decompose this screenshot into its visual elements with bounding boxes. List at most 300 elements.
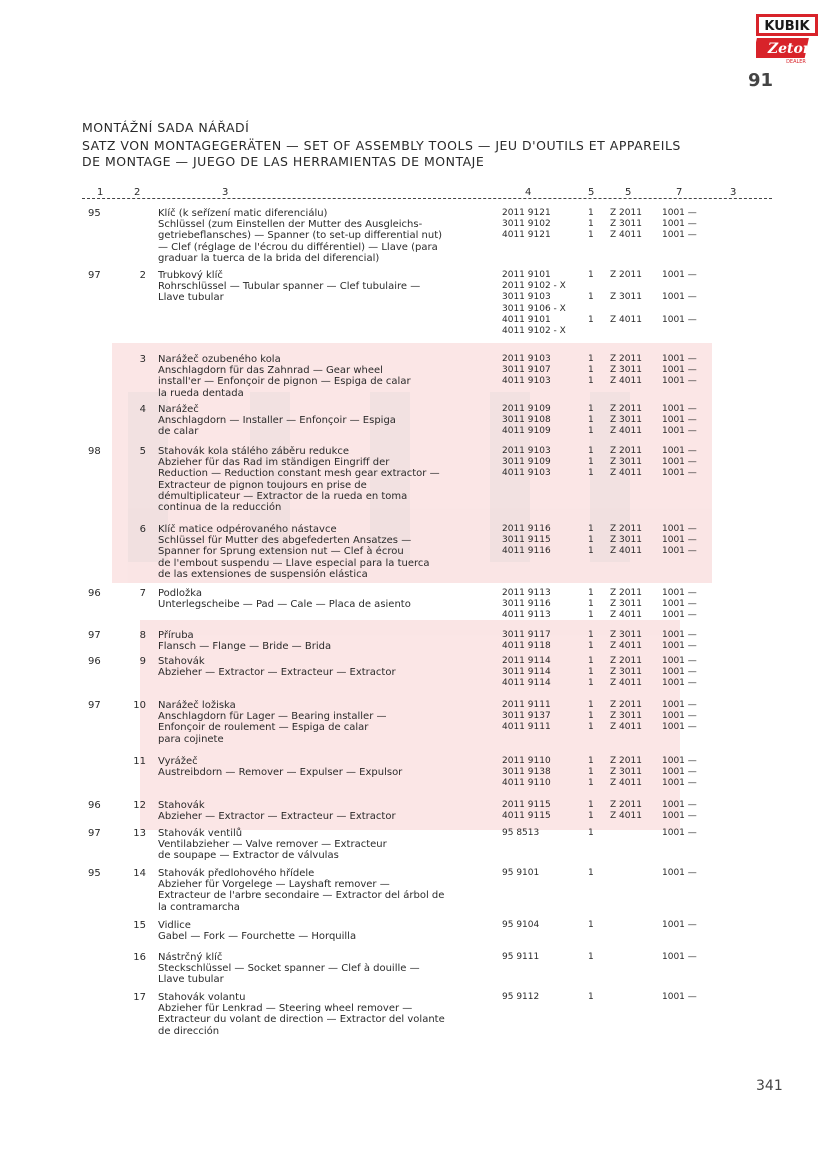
quantity: 1 (588, 667, 594, 678)
model: Z 3011 (610, 219, 642, 230)
tool-description (158, 354, 488, 399)
title-czech: MONTÁŽNÍ SADA NÁŘADÍ (82, 120, 250, 135)
part-number: 4011 9115 (502, 811, 551, 822)
part-number: 2011 9101 (502, 270, 551, 280)
tool-description (158, 756, 488, 778)
catalogue-code-column (662, 630, 697, 652)
part-number: 4011 9109 (502, 426, 551, 437)
part-number: 95 9111 (502, 952, 540, 962)
part-number: 95 9104 (502, 920, 540, 930)
tool-description (158, 952, 488, 986)
quantity: 1 (588, 641, 594, 652)
catalogue-code-column (662, 588, 697, 622)
description-line: la contramarcha (158, 901, 240, 913)
description-line: continua de la reducción (158, 502, 282, 514)
model: Z 4011 (610, 722, 642, 733)
description-line: Enfonçoir de roulement — Espiga de calar (158, 722, 369, 734)
model: Z 2011 (610, 700, 642, 710)
footer-page-number: 341 (756, 1078, 783, 1094)
item-number: 6 (139, 524, 146, 535)
catalogue-code: 1001 — (662, 376, 697, 387)
part-number: 2011 9102 - X (502, 281, 566, 292)
part-number-column (502, 404, 551, 438)
quantity-column (588, 208, 594, 242)
title-multilingual-2: DE MONTAGE — JUEGO DE LAS HERRAMIENTAS DE MONTAJE (82, 154, 485, 169)
description-line: Stahovák kola stálého záběru redukce (158, 446, 350, 457)
item-number: 8 (139, 630, 146, 641)
model: Z 3011 (610, 599, 642, 610)
quantity: 1 (588, 468, 594, 479)
column-header-5: 5 (588, 187, 595, 198)
catalogue-code: 1001 — (662, 811, 697, 822)
description-line: de las extensiones de suspensión elástica (158, 568, 368, 580)
description-line: Stahovák (158, 656, 205, 667)
quantity: 1 (588, 610, 594, 621)
part-number: 3011 9108 (502, 415, 551, 426)
part-number-column (502, 800, 551, 822)
model: Z 2011 (610, 756, 642, 766)
part-number: 95 9112 (502, 992, 540, 1002)
description-line: Abzieher — Extractor — Extracteur — Extractor (158, 667, 396, 679)
catalogue-code: 1001 — (662, 524, 697, 534)
part-number-column (502, 920, 539, 931)
description-line: Anschlagdorn für das Zahnrad — Gear wheel (158, 365, 383, 377)
description-line: Ventilabzieher — Valve remover — Extracteur (158, 839, 387, 851)
catalogue-code (662, 304, 697, 315)
catalogue-code: 1001 — (662, 952, 697, 962)
model: Z 3011 (610, 711, 642, 722)
description-line: Llave tubular (158, 292, 224, 304)
catalogue-code: 1001 — (662, 354, 697, 364)
catalogue-code (662, 326, 697, 337)
catalogue-code: 1001 — (662, 546, 697, 557)
catalogue-code: 1001 — (662, 468, 697, 479)
kubik-zetor-logo (756, 14, 818, 64)
quantity: 1 (588, 828, 594, 838)
item-number: 17 (133, 992, 146, 1003)
description-line: graduar la tuerca de la brida del diferencial) (158, 252, 380, 264)
model: Z 4011 (610, 678, 642, 689)
catalogue-code: 1001 — (662, 711, 697, 722)
description-line: Steckschlüssel — Socket spanner — Clef à douille — (158, 963, 420, 975)
page-ref: 97 (88, 700, 101, 711)
tool-description (158, 656, 488, 678)
item-number: 5 (139, 446, 146, 457)
model: Z 2011 (610, 208, 642, 218)
item-number: 4 (139, 404, 146, 415)
model (610, 281, 642, 292)
catalogue-code-column (662, 446, 697, 480)
description-line: Příruba (158, 630, 194, 641)
part-number: 2011 9121 (502, 208, 551, 218)
catalogue-code (662, 281, 697, 292)
page-number: 91 (748, 70, 774, 91)
model: Z 4011 (610, 610, 642, 621)
catalogue-code: 1001 — (662, 828, 697, 838)
part-number-column (502, 868, 539, 879)
model (610, 326, 642, 337)
quantity: 1 (588, 630, 594, 640)
catalogue-code-column (662, 992, 697, 1003)
model: Z 2011 (610, 524, 642, 534)
model: Z 4011 (610, 641, 642, 652)
model: Z 2011 (610, 588, 642, 598)
description-line: Llave tubular (158, 974, 224, 986)
quantity: 1 (588, 376, 594, 387)
column-header-4: 4 (525, 187, 532, 198)
quantity-column (588, 588, 594, 622)
part-number: 2011 9115 (502, 800, 551, 810)
part-number: 2011 9113 (502, 588, 551, 598)
description-line: de dirección (158, 1025, 220, 1037)
part-number: 4011 9101 (502, 314, 551, 325)
quantity-column (588, 524, 594, 558)
tool-description (158, 700, 488, 745)
quantity: 1 (588, 354, 594, 364)
part-number: 3011 9137 (502, 711, 551, 722)
part-number-column (502, 524, 551, 558)
catalogue-code: 1001 — (662, 992, 697, 1002)
catalogue-code: 1001 — (662, 230, 697, 241)
catalogue-code: 1001 — (662, 630, 697, 640)
page-ref: 98 (88, 446, 101, 457)
description-line: Trubkový klíč (158, 270, 223, 281)
quantity: 1 (588, 767, 594, 778)
model-column (610, 354, 642, 388)
tool-description (158, 828, 488, 862)
description-line: Nástrčný klíč (158, 952, 223, 963)
description-line: de calar (158, 426, 199, 438)
quantity: 1 (588, 778, 594, 789)
model-column (610, 404, 642, 438)
part-number: 3011 9109 (502, 457, 551, 468)
quantity: 1 (588, 365, 594, 376)
description-line: Narážeč (158, 404, 199, 415)
catalogue-code: 1001 — (662, 678, 697, 689)
catalogue-code: 1001 — (662, 535, 697, 546)
quantity-column (588, 630, 594, 652)
catalogue-code: 1001 — (662, 446, 697, 456)
quantity: 1 (588, 952, 594, 962)
tool-description (158, 920, 488, 942)
part-number: 2011 9103 (502, 354, 551, 364)
description-line: Klíč (k seřízení matic diferenciálu) (158, 208, 328, 219)
page-ref: 97 (88, 828, 101, 839)
part-number: 3011 9114 (502, 667, 551, 678)
model-column (610, 270, 642, 337)
part-number: 4011 9118 (502, 641, 551, 652)
part-number: 4011 9103 (502, 468, 551, 479)
model: Z 2011 (610, 354, 642, 364)
quantity: 1 (588, 992, 594, 1002)
quantity (588, 304, 594, 315)
description-line: démultiplicateur — Extractor de la rueda en toma (158, 490, 408, 502)
catalogue-code: 1001 — (662, 314, 697, 325)
quantity-column (588, 404, 594, 438)
description-line: Unterlegscheibe — Pad — Cale — Placa de asiento (158, 599, 411, 611)
part-number: 4011 9121 (502, 230, 551, 241)
item-number: 11 (133, 756, 146, 767)
item-number: 2 (139, 270, 146, 281)
quantity: 1 (588, 588, 594, 598)
quantity-column (588, 446, 594, 480)
model: Z 4011 (610, 230, 642, 241)
model: Z 3011 (610, 365, 642, 376)
quantity: 1 (588, 404, 594, 414)
description-line: install'er — Enfonçoir de pignon — Espiga de calar (158, 376, 411, 388)
column-header-3: 3 (222, 187, 229, 198)
catalogue-code-column (662, 756, 697, 790)
part-number: 4011 9111 (502, 722, 551, 733)
part-number: 2011 9116 (502, 524, 551, 534)
catalogue-code-column (662, 270, 697, 337)
page-ref: 96 (88, 656, 101, 667)
quantity: 1 (588, 599, 594, 610)
column-header-2: 2 (134, 187, 141, 198)
tool-description (158, 270, 488, 304)
description-line: Schlüssel für Mutter des abgefederten Ansatzes — (158, 535, 412, 547)
catalogue-code: 1001 — (662, 415, 697, 426)
quantity-column (588, 700, 594, 734)
quantity-column (588, 992, 594, 1003)
svg-text:Zetor: Zetor (767, 41, 811, 57)
quantity (588, 326, 594, 337)
tool-description (158, 524, 488, 580)
quantity: 1 (588, 722, 594, 733)
description-line: Klíč matice odpérovaného nástavce (158, 524, 337, 535)
catalogue-code: 1001 — (662, 868, 697, 878)
model-column (610, 446, 642, 480)
model (610, 304, 642, 315)
catalogue-code-column (662, 208, 697, 242)
tool-description (158, 588, 488, 610)
column-header-1: 1 (97, 187, 104, 198)
part-number: 3011 9138 (502, 767, 551, 778)
model: Z 4011 (610, 468, 642, 479)
part-number-column (502, 630, 551, 652)
tool-description (158, 800, 488, 822)
part-number: 2011 9114 (502, 656, 551, 666)
quantity: 1 (588, 524, 594, 534)
description-line: Extracteur du volant de direction — Extractor del volante (158, 1014, 445, 1026)
quantity: 1 (588, 426, 594, 437)
tool-description (158, 404, 488, 438)
part-number: 3011 9116 (502, 599, 551, 610)
tool-description (158, 992, 488, 1037)
description-line: Austreibdorn — Remover — Expulser — Expulsor (158, 767, 403, 779)
part-number: 95 9101 (502, 868, 540, 878)
catalogue-code-column (662, 920, 697, 931)
catalogue-code-column (662, 404, 697, 438)
catalogue-code-column (662, 354, 697, 388)
part-number-column (502, 700, 551, 734)
model: Z 4011 (610, 778, 642, 789)
catalogue-code: 1001 — (662, 588, 697, 598)
quantity: 1 (588, 446, 594, 456)
title-multilingual-1: SATZ VON MONTAGEGERÄTEN — SET OF ASSEMBLY TOOLS — JEU D'OUTILS ET APPAREILS (82, 138, 681, 153)
part-number: 3011 9103 (502, 292, 551, 303)
model-column (610, 208, 642, 242)
description-line: Abzieher — Extractor — Extracteur — Extractor (158, 811, 396, 823)
description-line: Narážeč ložiska (158, 700, 236, 711)
model: Z 2011 (610, 446, 642, 456)
quantity: 1 (588, 868, 594, 878)
page-ref: 97 (88, 270, 101, 281)
catalogue-code: 1001 — (662, 426, 697, 437)
item-number: 16 (133, 952, 146, 963)
catalogue-code-column (662, 952, 697, 963)
quantity: 1 (588, 678, 594, 689)
quantity: 1 (588, 811, 594, 822)
model-column (610, 630, 642, 652)
description-line: Extracteur de pignon toujours en prise de (158, 479, 367, 491)
tool-description (158, 446, 488, 513)
svg-text:DEALER: DEALER (786, 59, 806, 64)
part-number: 3011 9102 (502, 219, 551, 230)
tool-description (158, 630, 488, 652)
quantity: 1 (588, 208, 594, 218)
description-line: Stahovák ventilů (158, 828, 243, 839)
model: Z 2011 (610, 270, 642, 280)
description-line: Stahovák (158, 800, 205, 811)
column-header-7: 7 (676, 187, 683, 198)
model: Z 4011 (610, 426, 642, 437)
model-column (610, 524, 642, 558)
part-number: 4011 9114 (502, 678, 551, 689)
quantity: 1 (588, 270, 594, 280)
quantity-column (588, 828, 594, 839)
description-line: Abzieher für Vorgelege — Layshaft remover — (158, 879, 390, 891)
svg-text:KUBIK: KUBIK (764, 19, 810, 34)
part-number: 4011 9113 (502, 610, 551, 621)
model: Z 4011 (610, 314, 642, 325)
catalogue-code-column (662, 828, 697, 839)
catalogue-code: 1001 — (662, 270, 697, 280)
model-column (610, 656, 642, 690)
column-header-8: 3 (730, 187, 737, 198)
model: Z 3011 (610, 535, 642, 546)
quantity-column (588, 800, 594, 822)
catalogue-code: 1001 — (662, 219, 697, 230)
catalogue-code: 1001 — (662, 610, 697, 621)
quantity-column (588, 952, 594, 963)
part-number: 2011 9109 (502, 404, 551, 414)
model-column (610, 588, 642, 622)
description-line: — Clef (réglage de l'écrou du différentiel) — Llave (para (158, 241, 438, 253)
quantity: 1 (588, 920, 594, 930)
page-ref: 95 (88, 868, 101, 879)
catalogue-code-column (662, 700, 697, 734)
part-number: 2011 9103 (502, 446, 551, 456)
page-ref: 97 (88, 630, 101, 641)
quantity: 1 (588, 756, 594, 766)
model: Z 4011 (610, 546, 642, 557)
catalogue-code: 1001 — (662, 404, 697, 414)
column-header-6: 5 (625, 187, 632, 198)
part-number: 95 8513 (502, 828, 540, 838)
item-number: 7 (139, 588, 146, 599)
part-number-column (502, 354, 551, 388)
description-line: para cojinete (158, 733, 224, 745)
tool-description (158, 208, 488, 264)
model: Z 3011 (610, 767, 642, 778)
description-line: de l'embout suspendu — Llave especial para la tuerca (158, 557, 430, 569)
item-number: 10 (133, 700, 146, 711)
catalogue-code-column (662, 656, 697, 690)
catalogue-code: 1001 — (662, 767, 697, 778)
quantity: 1 (588, 700, 594, 710)
description-line: Anschlagdorn für Lager — Bearing installer — (158, 711, 387, 723)
model: Z 3011 (610, 415, 642, 426)
description-line: Reduction — Reduction constant mesh gear extractor — (158, 468, 440, 480)
tool-description (158, 868, 488, 913)
part-number-column (502, 270, 566, 337)
page-ref: 96 (88, 800, 101, 811)
description-line: Flansch — Flange — Bride — Brida (158, 641, 332, 653)
model-column (610, 800, 642, 822)
model: Z 3011 (610, 667, 642, 678)
description-line: Gabel — Fork — Fourchette — Horquilla (158, 931, 357, 943)
quantity: 1 (588, 656, 594, 666)
catalogue-code: 1001 — (662, 700, 697, 710)
description-line: Rohrschlüssel — Tubular spanner — Clef tubulaire — (158, 281, 421, 293)
quantity: 1 (588, 292, 594, 303)
model-column (610, 756, 642, 790)
model: Z 2011 (610, 404, 642, 414)
catalogue-code: 1001 — (662, 920, 697, 930)
description-line: Spanner for Sprung extension nut — Clef à écrou (158, 546, 404, 558)
part-number-column (502, 992, 539, 1003)
model: Z 3011 (610, 630, 642, 640)
part-number: 2011 9111 (502, 700, 551, 710)
catalogue-code: 1001 — (662, 641, 697, 652)
description-line: Stahovák předlohového hřídele (158, 868, 315, 879)
catalogue-code-column (662, 800, 697, 822)
description-line: Vidlice (158, 920, 191, 931)
model: Z 2011 (610, 656, 642, 666)
part-number: 3011 9117 (502, 630, 551, 640)
model: Z 4011 (610, 811, 642, 822)
catalogue-code-column (662, 524, 697, 558)
part-number: 2011 9110 (502, 756, 551, 766)
catalogue-code: 1001 — (662, 778, 697, 789)
description-line: de soupape — Extractor de válvulas (158, 850, 339, 862)
quantity: 1 (588, 711, 594, 722)
description-line: Abzieher für Lenkrad — Steering wheel remover — (158, 1003, 413, 1015)
part-number-column (502, 446, 551, 480)
description-line: Schlüssel (zum Einstellen der Mutter des Ausgleichs- (158, 219, 423, 231)
catalogue-code: 1001 — (662, 656, 697, 666)
description-line: Narážeč ozubeného kola (158, 354, 281, 365)
catalogue-code: 1001 — (662, 208, 697, 218)
quantity-column (588, 868, 594, 879)
part-number: 3011 9107 (502, 365, 551, 376)
part-number-column (502, 828, 539, 839)
quantity-column (588, 920, 594, 931)
description-line: Extracteur de l'arbre secondaire — Extractor del árbol de (158, 890, 445, 902)
description-line: getriebeflansches) — Spanner (to set-up differential nut) (158, 230, 443, 242)
part-number-column (502, 208, 551, 242)
catalogue-code: 1001 — (662, 756, 697, 766)
catalogue-code: 1001 — (662, 599, 697, 610)
part-number-column (502, 952, 539, 963)
quantity: 1 (588, 457, 594, 468)
item-number: 15 (133, 920, 146, 931)
catalogue-code: 1001 — (662, 292, 697, 303)
description-line: Anschlagdorn — Installer — Enfonçoir — Espiga (158, 415, 396, 427)
model-column (610, 700, 642, 734)
item-number: 3 (139, 354, 146, 365)
